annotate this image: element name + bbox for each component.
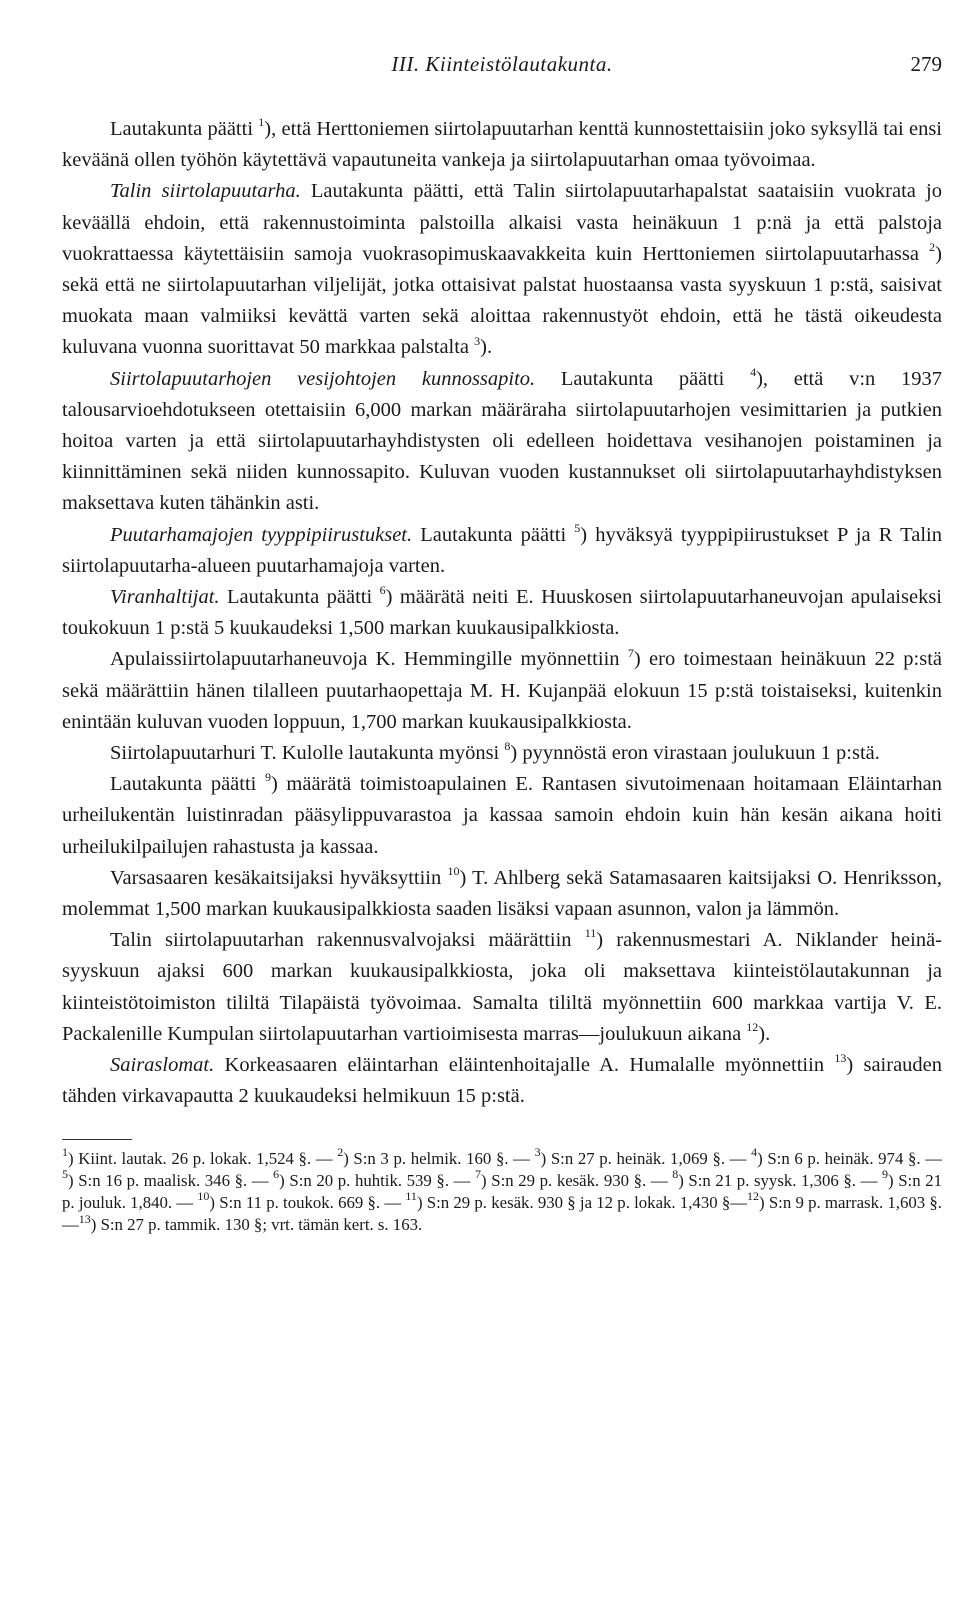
text-run: Lautakunta päätti [110, 118, 259, 140]
text-run: ) S:n 29 p. kesäk. 930 § ja 12 p. lokak. 1,430 §— [416, 1192, 748, 1212]
footnote-ref: 11 [405, 1189, 417, 1204]
footnote-ref: 2 [337, 1144, 344, 1159]
footnote-ref: 1 [258, 115, 265, 130]
page-number: 279 [910, 52, 942, 76]
text-run: Apulaissiirtolapuutarhaneuvoja K. Hemmingille myönnettiin [110, 648, 628, 671]
footnote-ref: 9 [882, 1167, 889, 1182]
text-run: Lautakunta päätti [219, 586, 380, 609]
page-header [62, 52, 942, 92]
text-run: ) S:n 21 p. syysk. 1,306 §. — [678, 1170, 883, 1190]
footnote-ref: 8 [672, 1167, 679, 1182]
footnote-ref: 4 [750, 364, 757, 379]
section-heading: Puutarhamajojen tyyppipiirustukset. [110, 523, 413, 546]
text-run: ) S:n 29 p. kesäk. 930 §. — [481, 1170, 673, 1190]
section-heading: Viranhaltijat. [110, 586, 220, 609]
footnotes [62, 1144, 942, 1237]
text-run: ). [758, 1022, 771, 1045]
text-run: ) määrätä neiti E. Huuskosen siirtolapuutarhaneuvojan apulaiseksi toukokuun 1 p:stä 5 kuukaudeksi 1,500 markan kuukausipalkkiosta. [62, 586, 942, 640]
footnote-ref: 9 [264, 770, 271, 785]
text-run: Lautakunta päätti [535, 367, 751, 390]
footnote-ref: 3 [534, 1144, 541, 1159]
paragraph [62, 769, 942, 863]
text-run: Lautakunta päätti, että Talin siirtolapuutarhapalstat saataisiin vuokrata jo keväällä ehdoin, että rakennustoiminta palstoilla alkaisi vasta heinäkuun 1 p:nä ja että palstoja vuokrattaessa käytettäisiin samoja vuokrasopimuskaavakkeita kuin Herttoniemen siirtolapuutarhassa [62, 180, 942, 265]
text-run: ) S:n 11 p. toukok. 669 §. — [209, 1192, 406, 1212]
paragraph [62, 738, 942, 769]
text-run: ) S:n 27 p. tammik. 130 §; vrt. tämän kert. s. 163. [90, 1215, 423, 1235]
footnote-ref: 13 [78, 1211, 91, 1226]
text-run: ) Kiint. lautak. 26 p. lokak. 1,524 §. — [68, 1148, 338, 1168]
footnote-ref: 5 [62, 1167, 68, 1182]
text-run: Varsasaaren kesäkaitsijaksi hyväksyttiin [110, 866, 448, 889]
running-title: III. Kiinteistölautakunta. [391, 52, 613, 76]
text-run: ) S:n 20 p. huhtik. 539 §. — [279, 1170, 476, 1190]
text-run: Siirtolapuutarhuri T. Kulolle lautakunta myönsi [110, 742, 505, 765]
footnote-ref: 6 [379, 583, 386, 598]
paragraph [62, 1050, 942, 1112]
text-run: Korkeasaaren eläintarhan eläintenhoitajalle A. Humalalle myönnettiin [214, 1054, 835, 1077]
text-run: ) ero toimestaan heinäkuun 22 p:stä sekä määrättiin hänen tilalleen puutarhaopettaja M. H. Kujanpää elokuun 15 p:stä toistaiseksi, kuitenkin enintään kuluvan vuoden loppuun, 1,700 markan kuukausipalkkiosta. [62, 648, 942, 733]
text-run: ) hyväksyä tyyppipiirustukset P ja R Talin siirtolapuutarha-alueen puutarhamajoja varten. [62, 523, 942, 577]
footnote-ref: 7 [627, 645, 634, 660]
text-run: ) määrätä toimistoapulainen E. Rantasen sivutoimenaan hoitamaan Eläintarhan urheilukentän luistinradan pääsylippuvarastoa ja kassaa samoin ehdoin kuin hän kesän aikana hoiti urheilukilpailujen rahastusta ja kassaa. [62, 773, 943, 858]
footnote-ref: 6 [273, 1167, 280, 1182]
paragraph [62, 863, 942, 925]
footnote-divider [62, 1139, 132, 1140]
text-run: ), että Herttoniemen siirtolapuutarhan kenttä kunnostettaisiin joko syksyllä tai ensi keväänä ollen työhön käytettävä vapautuneita vankeja ja siirtolapuutarhan omaa työvoimaa. [62, 118, 942, 172]
footnote-ref: 10 [197, 1189, 210, 1204]
footnote-ref: 12 [746, 1020, 759, 1035]
text-run: ) S:n 27 p. heinäk. 1,069 §. — [540, 1148, 752, 1168]
footnote-ref: 4 [751, 1144, 758, 1159]
footnote-ref: 8 [504, 739, 511, 754]
footnote-ref: 10 [447, 864, 460, 879]
paragraph [62, 176, 942, 363]
text-run: ), että v:n 1937 talousarvioehdotukseen otettaisiin 6,000 markan määräraha siirtolapuutarhojen vesimittarien ja putkien hoitoa varten ja että siirtolapuutarhayhdistysten oli edelleen hoidettava vesihanojen poistaminen ja kiinnittäminen sekä niiden kunnossapito. Kuluvan vuoden kustannukset oli siirtolapuutarhayhdistyksen maksettava kuten tähänkin asti. [62, 367, 942, 515]
footnote-ref: 3 [474, 333, 481, 348]
section-heading: Sairaslomat. [110, 1054, 215, 1077]
footnote-ref: 12 [747, 1189, 760, 1204]
text-run: ) S:n 9 p. marrask. 1,603 §.— [62, 1192, 942, 1235]
footnote-ref: 13 [834, 1051, 847, 1066]
paragraph [62, 520, 942, 582]
paragraph [62, 644, 942, 738]
footnote-ref: 11 [584, 926, 597, 941]
footnote-ref: 2 [929, 239, 936, 254]
footnote-ref: 7 [475, 1167, 482, 1182]
text-run: ) S:n 6 p. heinäk. 974 §. — [757, 1148, 942, 1168]
text-run: ) T. Ahlberg sekä Satamasaaren kaitsijaksi O. Henriksson, molemmat 1,500 markan kuukausipalkkiosta saaden lisäksi vapaan asunnon, valon ja lämmön. [62, 866, 942, 921]
paragraph [62, 925, 942, 1050]
text-run: ) rakennusmestari A. Niklander heinä-syyskuun ajaksi 600 markan kuukausipalkkiosta, joka oli maksettava kiinteistölautakunnan ja kiinteistötoimiston tililtä Tilapäistä työvoimaa. Samalta tililtä myönnettiin 600 markkaa vartija V. E. Packalenille Kumpulan siirtolapuutarhan vartioimisesta marras—joulukuun aikana [62, 929, 943, 1045]
text-run: ) S:n 3 p. helmik. 160 §. — [343, 1148, 535, 1168]
text-run: Talin siirtolapuutarhan rakennusvalvojaksi määrättiin [110, 929, 585, 952]
text-run: Lautakunta päätti [412, 523, 575, 546]
paragraph [62, 114, 942, 176]
text-run: ) pyynnöstä eron virastaan joulukuun 1 p:stä. [510, 742, 880, 765]
text-run: ) sekä että ne siirtolapuutarhan viljelijät, jotka ottaisivat palstat huostaansa vasta syyskuun 1 p:stä, saisivat muokata maan valmiiksi kevättä varten sekä aloittaa rakennustyöt ehdoin, että he tästä oikeudesta kuluvana vuonna suorittavat 50 markkaa palstalta [62, 242, 942, 359]
text-run: ) S:n 16 p. maalisk. 346 §. — [68, 1170, 274, 1190]
footnote-ref: 1 [62, 1144, 68, 1159]
paragraph [62, 582, 942, 644]
text-run: ) sairauden tähden virkavapautta 2 kuukaudeksi helmikuun 15 p:stä. [62, 1054, 943, 1108]
document-page [62, 52, 942, 1236]
section-heading: Siirtolapuutarhojen vesijohtojen kunnossapito. [110, 367, 536, 390]
text-run: Lautakunta päätti [110, 773, 265, 796]
body-text [62, 114, 942, 1113]
text-run: ) S:n 21 p. jouluk. 1,840. — [62, 1170, 942, 1212]
section-heading: Talin siirtolapuutarha. [110, 180, 301, 203]
footnote-ref: 5 [574, 520, 581, 535]
text-run: ). [480, 336, 493, 359]
paragraph [62, 364, 942, 520]
